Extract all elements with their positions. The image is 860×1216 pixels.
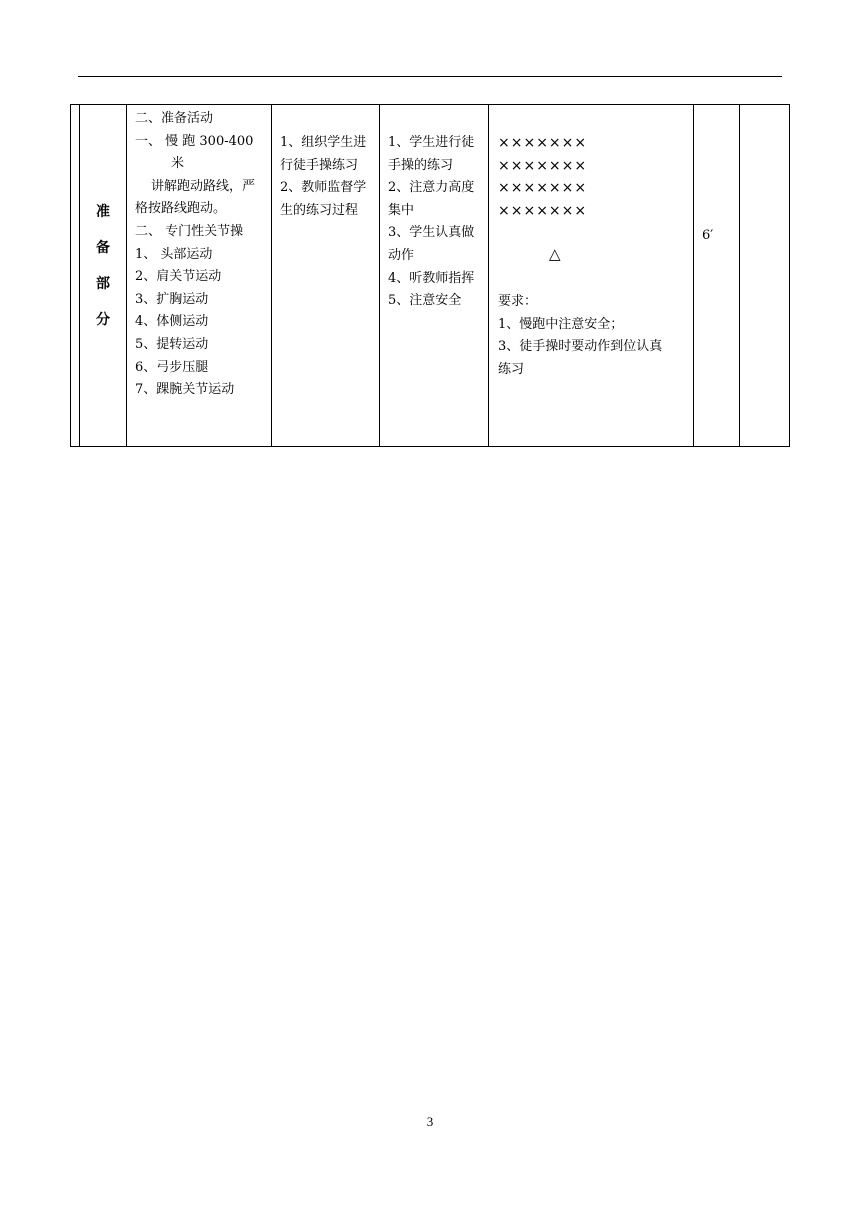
duration-value: 6′: [702, 228, 714, 243]
teacher-position-icon: △: [549, 245, 561, 263]
student-line: 1、学生进行徒: [388, 135, 475, 150]
page-number: 3: [426, 1114, 434, 1129]
content-line: 一、 慢 跑 300-400: [135, 133, 254, 149]
section-char: 分: [96, 312, 110, 328]
content-text: [135, 108, 255, 402]
teacher-activity-text: [280, 132, 366, 222]
content-line: 1、 头部运动: [135, 246, 213, 262]
content-line: 2、肩关节运动: [135, 269, 222, 285]
lesson-plan-table: [70, 104, 790, 447]
table-gutter: [71, 105, 79, 446]
content-line: 格按路线跑动。: [135, 201, 227, 217]
teacher-line: 生的练习过程: [280, 202, 359, 218]
student-line: 3、学生认真做: [388, 225, 475, 241]
content-line: 3、扩胸运动: [135, 291, 209, 307]
content-line: 米: [171, 156, 185, 172]
requirements-text: [498, 291, 662, 381]
content-line: 讲解跑动路线，严: [151, 178, 256, 194]
header-rule: [78, 76, 782, 77]
content-column: [126, 105, 271, 446]
requirement-line: 1、慢跑中注意安全；: [498, 316, 624, 332]
organization-column: [488, 105, 693, 446]
section-column: [79, 105, 126, 446]
teacher-line: 行徒手操练习: [280, 157, 359, 173]
content-line: 5、提转运动: [135, 336, 209, 352]
student-line: 4、听教师指挥: [388, 270, 475, 286]
student-activity-column: [379, 105, 488, 446]
formation-row: ×××××××: [498, 202, 588, 219]
teacher-activity-column: [271, 105, 379, 446]
formation-row: ×××××××: [498, 180, 588, 197]
formation-diagram: [498, 132, 587, 222]
requirement-line: 3、徒手操时要动作到位认真: [498, 339, 663, 355]
content-line: 二、准备活动: [135, 111, 214, 126]
content-line: 6、弓步压腿: [135, 359, 209, 375]
formation-row: ×××××××: [498, 135, 588, 151]
content-line: 4、体侧运动: [135, 314, 209, 330]
content-line: 7、踝腕关节运动: [135, 382, 235, 398]
student-activity-text: [388, 132, 474, 313]
time-column: [693, 105, 739, 446]
teacher-line: 1、组织学生进: [280, 135, 367, 150]
student-line: 手操的练习: [388, 157, 454, 173]
student-line: 2、注意力高度: [388, 180, 475, 196]
section-label: [80, 205, 126, 349]
student-line: 5、注意安全: [388, 293, 462, 309]
section-char: 备: [96, 240, 110, 256]
notes-column: [739, 105, 791, 446]
requirements-title: 要求：: [498, 294, 538, 309]
content-line: 二、 专门性关节操: [135, 223, 244, 239]
student-line: 集中: [388, 202, 415, 218]
student-line: 动作: [388, 247, 415, 263]
section-char: 准: [96, 204, 110, 220]
teacher-line: 2、教师监督学: [280, 180, 367, 196]
requirement-line: 练习: [498, 361, 525, 377]
section-char: 部: [96, 276, 110, 292]
formation-row: ×××××××: [498, 157, 588, 174]
